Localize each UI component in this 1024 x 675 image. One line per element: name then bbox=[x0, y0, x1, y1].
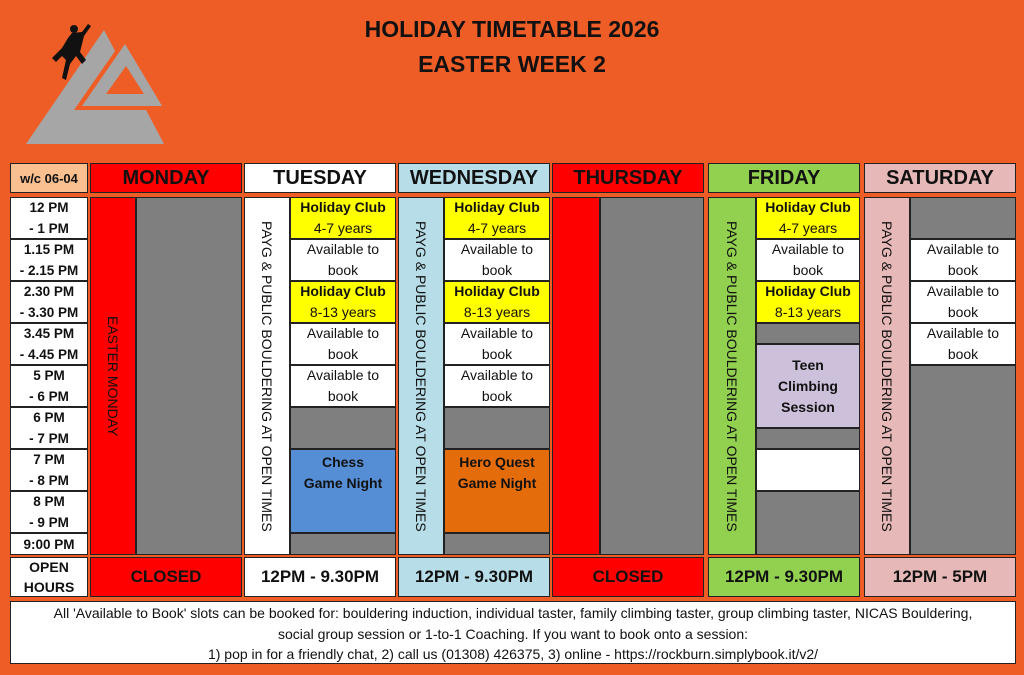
day-header-monday: MONDAY bbox=[90, 163, 242, 193]
time-slot: 7 PM - 8 PM bbox=[10, 449, 88, 491]
open-hours-friday: 12PM - 9.30PM bbox=[708, 557, 860, 597]
time-slot: 3.45 PM - 4.45 PM bbox=[10, 323, 88, 365]
public-bouldering-banner: PAYG & PUBLIC BOULDERING AT OPEN TIMES bbox=[398, 197, 444, 555]
available-slot[interactable]: Available to book bbox=[756, 239, 860, 281]
title-line-1: HOLIDAY TIMETABLE 2026 bbox=[364, 16, 660, 42]
unavailable-block bbox=[600, 197, 704, 555]
week-label: w/c 06-04 bbox=[10, 163, 88, 193]
time-slot: 9:00 PM bbox=[10, 533, 88, 555]
day-header-wednesday: WEDNESDAY bbox=[398, 163, 550, 193]
time-slot: 6 PM - 7 PM bbox=[10, 407, 88, 449]
time-slot: 12 PM - 1 PM bbox=[10, 197, 88, 239]
footer-line-3: 1) pop in for a friendly chat, 2) call us (01308) 426375, 3) online - https://rockburn.simplybook.it/v2/ bbox=[207, 646, 819, 662]
open-hours-thursday: CLOSED bbox=[552, 557, 704, 597]
available-slot[interactable]: Available to book bbox=[444, 239, 550, 281]
available-slot[interactable]: Available to book bbox=[290, 239, 396, 281]
empty-slot[interactable] bbox=[756, 449, 860, 491]
unavailable-block bbox=[444, 407, 550, 449]
open-hours-monday: CLOSED bbox=[90, 557, 242, 597]
available-slot[interactable]: Available to book bbox=[444, 323, 550, 365]
footer-line-2: social group session or 1-to-1 Coaching. If you want to book onto a session: bbox=[277, 625, 749, 642]
unavailable-block bbox=[756, 491, 860, 555]
available-slot[interactable]: Available to book bbox=[290, 365, 396, 407]
holiday-club-slot[interactable]: Holiday Club 8-13 years bbox=[290, 281, 396, 323]
available-slot[interactable]: Available to book bbox=[910, 323, 1016, 365]
unavailable-block bbox=[444, 533, 550, 555]
unavailable-block bbox=[756, 323, 860, 344]
day-header-thursday: THURSDAY bbox=[552, 163, 704, 193]
unavailable-block bbox=[756, 428, 860, 449]
holiday-club-slot[interactable]: Holiday Club 4-7 years bbox=[756, 197, 860, 239]
day-header-friday: FRIDAY bbox=[708, 163, 860, 193]
open-hours-saturday: 12PM - 5PM bbox=[864, 557, 1016, 597]
day-header-saturday: SATURDAY bbox=[864, 163, 1016, 193]
time-slot: 1.15 PM - 2.15 PM bbox=[10, 239, 88, 281]
holiday-club-slot[interactable]: Holiday Club 8-13 years bbox=[444, 281, 550, 323]
open-hours-wednesday: 12PM - 9.30PM bbox=[398, 557, 550, 597]
available-slot[interactable]: Available to book bbox=[444, 365, 550, 407]
time-slot: 2.30 PM - 3.30 PM bbox=[10, 281, 88, 323]
unavailable-block bbox=[910, 365, 1016, 555]
time-slot: 5 PM - 6 PM bbox=[10, 365, 88, 407]
public-bouldering-banner: PAYG & PUBLIC BOULDERING AT OPEN TIMES bbox=[244, 197, 290, 555]
teen-climbing-session-slot[interactable]: Teen Climbing Session bbox=[756, 344, 860, 428]
holiday-club-slot[interactable]: Holiday Club 4-7 years bbox=[444, 197, 550, 239]
booking-info-footer bbox=[10, 601, 1016, 664]
public-bouldering-banner: PAYG & PUBLIC BOULDERING AT OPEN TIMES bbox=[708, 197, 756, 555]
holiday-club-slot[interactable]: Holiday Club 4-7 years bbox=[290, 197, 396, 239]
monday-closed-banner: EASTER MONDAY bbox=[90, 197, 136, 555]
day-header-tuesday: TUESDAY bbox=[244, 163, 396, 193]
thursday-closed-banner bbox=[552, 197, 600, 555]
unavailable-block bbox=[910, 197, 1016, 239]
unavailable-block bbox=[290, 533, 396, 555]
available-slot[interactable]: Available to book bbox=[290, 323, 396, 365]
unavailable-block bbox=[136, 197, 242, 555]
hero-quest-game-night-slot[interactable]: Hero Quest Game Night bbox=[444, 449, 550, 533]
available-slot[interactable]: Available to book bbox=[910, 281, 1016, 323]
available-slot[interactable]: Available to book bbox=[910, 239, 1016, 281]
open-hours-label: OPEN HOURS bbox=[10, 557, 88, 597]
footer-line-1: All 'Available to Book' slots can be booked for: bouldering induction, individual taster, family climbing taster, group climbing taster, NICAS Bouldering, bbox=[53, 605, 973, 621]
public-bouldering-banner: PAYG & PUBLIC BOULDERING AT OPEN TIMES bbox=[864, 197, 910, 555]
holiday-club-slot[interactable]: Holiday Club 8-13 years bbox=[756, 281, 860, 323]
time-slot: 8 PM - 9 PM bbox=[10, 491, 88, 533]
unavailable-block bbox=[290, 407, 396, 449]
chess-game-night-slot[interactable]: Chess Game Night bbox=[290, 449, 396, 533]
open-hours-tuesday: 12PM - 9.30PM bbox=[244, 557, 396, 597]
title-line-2: EASTER WEEK 2 bbox=[418, 51, 606, 77]
